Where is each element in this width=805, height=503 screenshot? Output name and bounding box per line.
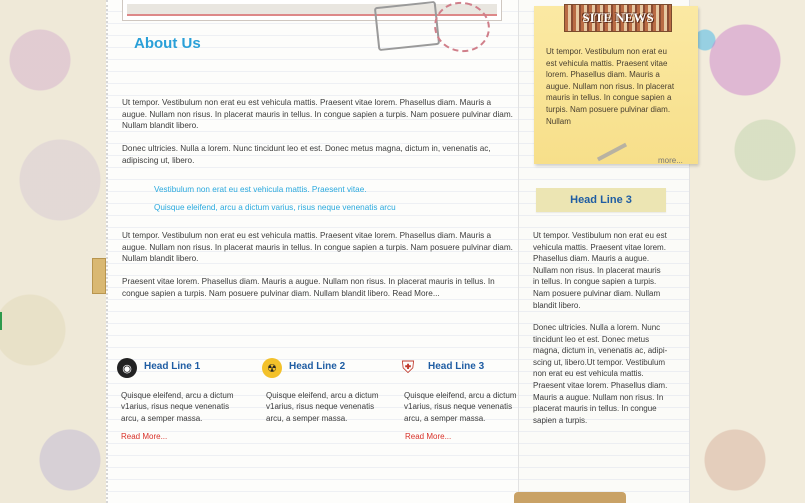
sidebar-paragraph-2: Donec ultricies. Nulla a lorem. Nunc tincidunt leo et est. Donec metus magna, dictum in, venenatis ac, adipi-scing ut, libero.Ut tempor. Vestibulum non erat eu est vehicula mattis. Praesent vitae lorem. Phasellus diam. Mauris a augue. Nullam non risus. In placerat mauris in tellus. In congue sapien a turpis. (533, 323, 668, 425)
left-edge-marker (0, 312, 2, 330)
sidebar-heading-tape (536, 188, 666, 212)
column-heading-1: Head Line 1 (144, 361, 201, 372)
gauge-icon: ◉ (117, 358, 137, 378)
sidebar-heading: Head Line 3 (570, 194, 632, 206)
read-more-link-3[interactable]: Read More... (405, 432, 452, 441)
radiation-icon: ☢ (262, 358, 282, 378)
bottom-decoration (514, 492, 626, 503)
column-heading-3: Head Line 3 (428, 361, 485, 372)
site-news-badge: SITE NEWS (564, 4, 672, 32)
highlight-link-1[interactable]: Vestibulum non erat eu est vehicula mattis. Praesent vitae. (154, 185, 367, 194)
highlight-link-2[interactable]: Quisque eleifend, arcu a dictum varius, risus neque venenatis arcu (154, 203, 396, 212)
postmark-stamp-icon (374, 1, 440, 51)
about-paragraph-4: Praesent vitae lorem. Phasellus diam. Mauris a augue. Nullam non risus. In placerat mauris in tellus. In congue sapien a turpis. Nam posuere pulvinar diam. Nullam blandit libero. Read More... (122, 277, 495, 298)
column-heading-2: Head Line 2 (289, 361, 346, 372)
sidebar-paragraph-1: Ut tempor. Vestibulum non erat eu est vehicula mattis. Praesent vitae lorem. Phasellus diam. Mauris a augue. Nullam non risus. In placerat mauris in tellus. In congue sapien a turpis. Nam posuere pulvinar diam. Nullam blandit libero. (533, 231, 667, 310)
column-text-2: Quisque eleifend, arcu a dictum v1arius, risus neque venenatis arcu, a semper massa. (266, 391, 379, 423)
paper-tab (92, 258, 106, 294)
about-paragraph-3: Ut tempor. Vestibulum non erat eu est vehicula mattis. Praesent vitae lorem. Phasellus diam. Mauris a augue. Nullam non risus. In placerat mauris in tellus. In congue sapien a turpis. Nam posuere pulvinar diam. Nullam blandit libero. (122, 231, 513, 264)
read-more-link-1[interactable]: Read More... (121, 432, 168, 441)
site-news-more-link[interactable]: more... (658, 156, 683, 165)
shield-icon: ⛨ (401, 358, 415, 377)
column-text-3: Quisque eleifend, arcu a dictum v1arius, risus neque venenatis arcu, a semper massa. (404, 391, 517, 423)
about-paragraph-2: Donec ultricies. Nulla a lorem. Nunc tincidunt leo et est. Donec metus magna, dictum in, venenatis ac, adipiscing ut, libero. (122, 144, 491, 165)
about-paragraph-1: Ut tempor. Vestibulum non erat eu est vehicula mattis. Praesent vitae lorem. Phasellus diam. Mauris a augue. Nullam non risus. In placerat mauris in tellus. In congue sapien a turpis. Nam posuere pulvinar diam. Nullam blandit libero. (122, 98, 513, 131)
column-text-1: Quisque eleifend, arcu a dictum v1arius, risus neque venenatis arcu, a semper massa. (121, 391, 234, 423)
site-news-text: Ut tempor. Vestibulum non erat eu est vehicula mattis. Praesent vitae lorem. Phasellus diam. Mauris a augue. Nullam non risus. In placerat mauris in tellus. In congue sapien a turpis. Nam posuere pulvinar diam. Nullam (546, 47, 675, 126)
page-title: About Us (134, 35, 201, 52)
left-floral-background (0, 0, 110, 503)
right-floral-background (685, 0, 805, 503)
